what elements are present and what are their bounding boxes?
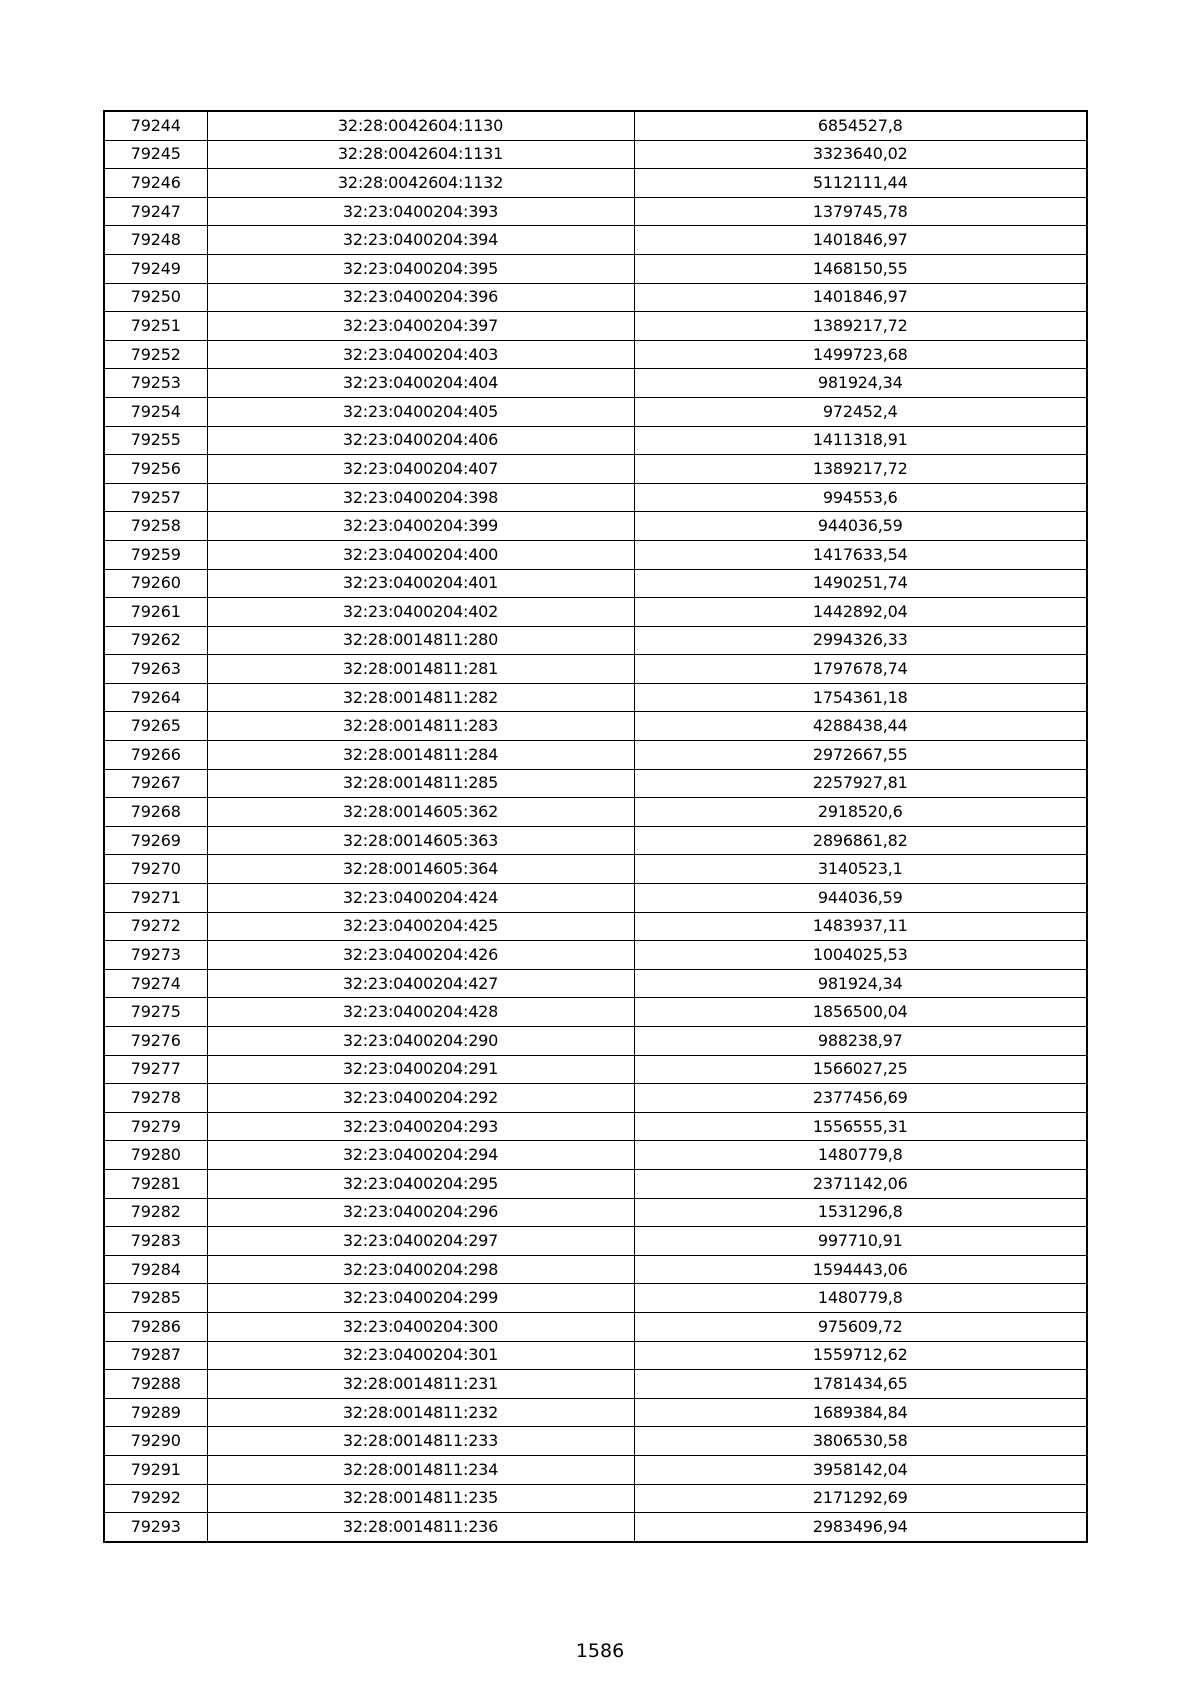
value-cell: 1442892,04 — [634, 598, 1087, 627]
row-number-cell: 79282 — [104, 1198, 207, 1227]
cadastral-number-cell: 32:23:0400204:403 — [207, 340, 634, 369]
row-number-cell: 79269 — [104, 826, 207, 855]
row-number-cell: 79246 — [104, 169, 207, 198]
row-number-cell: 79255 — [104, 426, 207, 455]
row-number-cell: 79254 — [104, 397, 207, 426]
value-cell: 2257927,81 — [634, 769, 1087, 798]
row-number-cell: 79278 — [104, 1084, 207, 1113]
table-row — [104, 569, 1087, 598]
cadastral-number-cell: 32:28:0014811:233 — [207, 1427, 634, 1456]
value-cell: 1594443,06 — [634, 1255, 1087, 1284]
table-row — [104, 340, 1087, 369]
row-number-cell: 79289 — [104, 1398, 207, 1427]
table-row — [104, 969, 1087, 998]
value-cell: 2171292,69 — [634, 1484, 1087, 1513]
table-row — [104, 598, 1087, 627]
cadastral-number-cell: 32:28:0014811:236 — [207, 1513, 634, 1542]
row-number-cell: 79265 — [104, 712, 207, 741]
value-cell: 6854527,8 — [634, 111, 1087, 140]
table-row — [104, 712, 1087, 741]
value-cell: 3958142,04 — [634, 1455, 1087, 1484]
row-number-cell: 79259 — [104, 540, 207, 569]
table-row — [104, 798, 1087, 827]
value-cell: 1781434,65 — [634, 1370, 1087, 1399]
row-number-cell: 79284 — [104, 1255, 207, 1284]
row-number-cell: 79247 — [104, 197, 207, 226]
table-row — [104, 1427, 1087, 1456]
value-cell: 1559712,62 — [634, 1341, 1087, 1370]
table-row — [104, 941, 1087, 970]
table-row — [104, 1284, 1087, 1313]
row-number-cell: 79267 — [104, 769, 207, 798]
value-cell: 2896861,82 — [634, 826, 1087, 855]
cadastral-number-cell: 32:28:0014811:280 — [207, 626, 634, 655]
value-cell: 981924,34 — [634, 369, 1087, 398]
cadastral-number-cell: 32:23:0400204:292 — [207, 1084, 634, 1113]
cadastral-number-cell: 32:28:0014811:284 — [207, 741, 634, 770]
value-cell: 1856500,04 — [634, 998, 1087, 1027]
cadastral-number-cell: 32:23:0400204:290 — [207, 1027, 634, 1056]
value-cell: 1480779,8 — [634, 1141, 1087, 1170]
value-cell: 2371142,06 — [634, 1169, 1087, 1198]
row-number-cell: 79249 — [104, 254, 207, 283]
row-number-cell: 79258 — [104, 512, 207, 541]
cadastral-number-cell: 32:23:0400204:293 — [207, 1112, 634, 1141]
value-cell: 988238,97 — [634, 1027, 1087, 1056]
table-row — [104, 1055, 1087, 1084]
row-number-cell: 79244 — [104, 111, 207, 140]
row-number-cell: 79268 — [104, 798, 207, 827]
value-cell: 3806530,58 — [634, 1427, 1087, 1456]
cadastral-number-cell: 32:28:0014811:281 — [207, 655, 634, 684]
cadastral-number-cell: 32:23:0400204:405 — [207, 397, 634, 426]
row-number-cell: 79262 — [104, 626, 207, 655]
value-cell: 3140523,1 — [634, 855, 1087, 884]
cadastral-number-cell: 32:23:0400204:300 — [207, 1312, 634, 1341]
value-cell: 1004025,53 — [634, 941, 1087, 970]
row-number-cell: 79270 — [104, 855, 207, 884]
cadastral-number-cell: 32:28:0014811:285 — [207, 769, 634, 798]
cadastral-number-cell: 32:28:0014811:234 — [207, 1455, 634, 1484]
table-row — [104, 111, 1087, 140]
table-row — [104, 741, 1087, 770]
cadastral-number-cell: 32:28:0014605:364 — [207, 855, 634, 884]
row-number-cell: 79260 — [104, 569, 207, 598]
value-cell: 1417633,54 — [634, 540, 1087, 569]
data-table — [103, 110, 1088, 1543]
row-number-cell: 79264 — [104, 683, 207, 712]
value-cell: 1401846,97 — [634, 226, 1087, 255]
row-number-cell: 79257 — [104, 483, 207, 512]
cadastral-number-cell: 32:23:0400204:401 — [207, 569, 634, 598]
value-cell: 1566027,25 — [634, 1055, 1087, 1084]
cadastral-number-cell: 32:23:0400204:400 — [207, 540, 634, 569]
table-body — [104, 111, 1087, 1542]
value-cell: 975609,72 — [634, 1312, 1087, 1341]
table-row — [104, 369, 1087, 398]
cadastral-number-cell: 32:28:0014811:231 — [207, 1370, 634, 1399]
row-number-cell: 79293 — [104, 1513, 207, 1542]
row-number-cell: 79252 — [104, 340, 207, 369]
row-number-cell: 79251 — [104, 312, 207, 341]
table-row — [104, 1484, 1087, 1513]
table-row — [104, 1312, 1087, 1341]
row-number-cell: 79245 — [104, 140, 207, 169]
value-cell: 1480779,8 — [634, 1284, 1087, 1313]
value-cell: 2983496,94 — [634, 1513, 1087, 1542]
cadastral-number-cell: 32:28:0042604:1130 — [207, 111, 634, 140]
table-row — [104, 1027, 1087, 1056]
cadastral-number-cell: 32:23:0400204:427 — [207, 969, 634, 998]
cadastral-number-cell: 32:28:0014605:362 — [207, 798, 634, 827]
cadastral-number-cell: 32:28:0042604:1132 — [207, 169, 634, 198]
cadastral-number-cell: 32:23:0400204:394 — [207, 226, 634, 255]
table-row — [104, 1169, 1087, 1198]
table-row — [104, 226, 1087, 255]
row-number-cell: 79271 — [104, 884, 207, 913]
cadastral-number-cell: 32:23:0400204:398 — [207, 483, 634, 512]
value-cell: 1797678,74 — [634, 655, 1087, 684]
cadastral-number-cell: 32:23:0400204:297 — [207, 1227, 634, 1256]
value-cell: 972452,4 — [634, 397, 1087, 426]
table-row — [104, 1141, 1087, 1170]
table-row — [104, 1455, 1087, 1484]
table-row — [104, 912, 1087, 941]
cadastral-number-cell: 32:23:0400204:399 — [207, 512, 634, 541]
table-row — [104, 540, 1087, 569]
table-row — [104, 1255, 1087, 1284]
row-number-cell: 79280 — [104, 1141, 207, 1170]
cadastral-number-cell: 32:23:0400204:426 — [207, 941, 634, 970]
table-row — [104, 140, 1087, 169]
table-row — [104, 1370, 1087, 1399]
cadastral-number-cell: 32:28:0014811:232 — [207, 1398, 634, 1427]
value-cell: 2918520,6 — [634, 798, 1087, 827]
cadastral-number-cell: 32:23:0400204:396 — [207, 283, 634, 312]
page-number: 1586 — [575, 1640, 625, 1662]
value-cell: 1556555,31 — [634, 1112, 1087, 1141]
table-row — [104, 1341, 1087, 1370]
value-cell: 2377456,69 — [634, 1084, 1087, 1113]
table-row — [104, 197, 1087, 226]
table-row — [104, 884, 1087, 913]
row-number-cell: 79279 — [104, 1112, 207, 1141]
cadastral-number-cell: 32:28:0014811:235 — [207, 1484, 634, 1513]
table-row — [104, 283, 1087, 312]
value-cell: 981924,34 — [634, 969, 1087, 998]
value-cell: 1468150,55 — [634, 254, 1087, 283]
cadastral-number-cell: 32:23:0400204:407 — [207, 455, 634, 484]
table-row — [104, 483, 1087, 512]
row-number-cell: 79272 — [104, 912, 207, 941]
value-cell: 3323640,02 — [634, 140, 1087, 169]
row-number-cell: 79291 — [104, 1455, 207, 1484]
value-cell: 1499723,68 — [634, 340, 1087, 369]
value-cell: 994553,6 — [634, 483, 1087, 512]
table-row — [104, 855, 1087, 884]
value-cell: 944036,59 — [634, 512, 1087, 541]
row-number-cell: 79292 — [104, 1484, 207, 1513]
value-cell: 1389217,72 — [634, 312, 1087, 341]
row-number-cell: 79290 — [104, 1427, 207, 1456]
row-number-cell: 79253 — [104, 369, 207, 398]
cadastral-number-cell: 32:23:0400204:294 — [207, 1141, 634, 1170]
table-row — [104, 626, 1087, 655]
table-row — [104, 769, 1087, 798]
value-cell: 1411318,91 — [634, 426, 1087, 455]
row-number-cell: 79283 — [104, 1227, 207, 1256]
table-row — [104, 998, 1087, 1027]
row-number-cell: 79276 — [104, 1027, 207, 1056]
table-row — [104, 169, 1087, 198]
cadastral-number-cell: 32:28:0042604:1131 — [207, 140, 634, 169]
cadastral-number-cell: 32:28:0014811:282 — [207, 683, 634, 712]
row-number-cell: 79285 — [104, 1284, 207, 1313]
value-cell: 1754361,18 — [634, 683, 1087, 712]
row-number-cell: 79275 — [104, 998, 207, 1027]
row-number-cell: 79287 — [104, 1341, 207, 1370]
value-cell: 1490251,74 — [634, 569, 1087, 598]
value-cell: 2994326,33 — [634, 626, 1087, 655]
value-cell: 2972667,55 — [634, 741, 1087, 770]
table-row — [104, 826, 1087, 855]
value-cell: 4288438,44 — [634, 712, 1087, 741]
table-row — [104, 312, 1087, 341]
table-row — [104, 512, 1087, 541]
row-number-cell: 79248 — [104, 226, 207, 255]
value-cell: 1401846,97 — [634, 283, 1087, 312]
row-number-cell: 79286 — [104, 1312, 207, 1341]
row-number-cell: 79288 — [104, 1370, 207, 1399]
table-row — [104, 426, 1087, 455]
cadastral-number-cell: 32:23:0400204:397 — [207, 312, 634, 341]
table-row — [104, 1198, 1087, 1227]
value-cell: 1483937,11 — [634, 912, 1087, 941]
cadastral-number-cell: 32:23:0400204:406 — [207, 426, 634, 455]
cadastral-number-cell: 32:23:0400204:402 — [207, 598, 634, 627]
cadastral-number-cell: 32:23:0400204:295 — [207, 1169, 634, 1198]
cadastral-number-cell: 32:23:0400204:296 — [207, 1198, 634, 1227]
cadastral-number-cell: 32:23:0400204:298 — [207, 1255, 634, 1284]
row-number-cell: 79266 — [104, 741, 207, 770]
row-number-cell: 79274 — [104, 969, 207, 998]
table-row — [104, 655, 1087, 684]
value-cell: 1689384,84 — [634, 1398, 1087, 1427]
cadastral-number-cell: 32:23:0400204:299 — [207, 1284, 634, 1313]
row-number-cell: 79263 — [104, 655, 207, 684]
table-row — [104, 1112, 1087, 1141]
row-number-cell: 79250 — [104, 283, 207, 312]
value-cell: 5112111,44 — [634, 169, 1087, 198]
value-cell: 1389217,72 — [634, 455, 1087, 484]
cadastral-number-cell: 32:23:0400204:404 — [207, 369, 634, 398]
value-cell: 1379745,78 — [634, 197, 1087, 226]
table-row — [104, 1513, 1087, 1542]
value-cell: 944036,59 — [634, 884, 1087, 913]
cadastral-number-cell: 32:23:0400204:424 — [207, 884, 634, 913]
row-number-cell: 79273 — [104, 941, 207, 970]
table-row — [104, 683, 1087, 712]
table-row — [104, 1227, 1087, 1256]
cadastral-number-cell: 32:28:0014605:363 — [207, 826, 634, 855]
cadastral-number-cell: 32:23:0400204:393 — [207, 197, 634, 226]
row-number-cell: 79261 — [104, 598, 207, 627]
table-row — [104, 1084, 1087, 1113]
cadastral-number-cell: 32:28:0014811:283 — [207, 712, 634, 741]
cadastral-number-cell: 32:23:0400204:425 — [207, 912, 634, 941]
cadastral-number-cell: 32:23:0400204:291 — [207, 1055, 634, 1084]
value-cell: 1531296,8 — [634, 1198, 1087, 1227]
cadastral-number-cell: 32:23:0400204:395 — [207, 254, 634, 283]
table-row — [104, 254, 1087, 283]
row-number-cell: 79281 — [104, 1169, 207, 1198]
row-number-cell: 79256 — [104, 455, 207, 484]
cadastral-number-cell: 32:23:0400204:428 — [207, 998, 634, 1027]
table-row — [104, 397, 1087, 426]
cadastral-number-cell: 32:23:0400204:301 — [207, 1341, 634, 1370]
row-number-cell: 79277 — [104, 1055, 207, 1084]
table-row — [104, 1398, 1087, 1427]
table-row — [104, 455, 1087, 484]
value-cell: 997710,91 — [634, 1227, 1087, 1256]
